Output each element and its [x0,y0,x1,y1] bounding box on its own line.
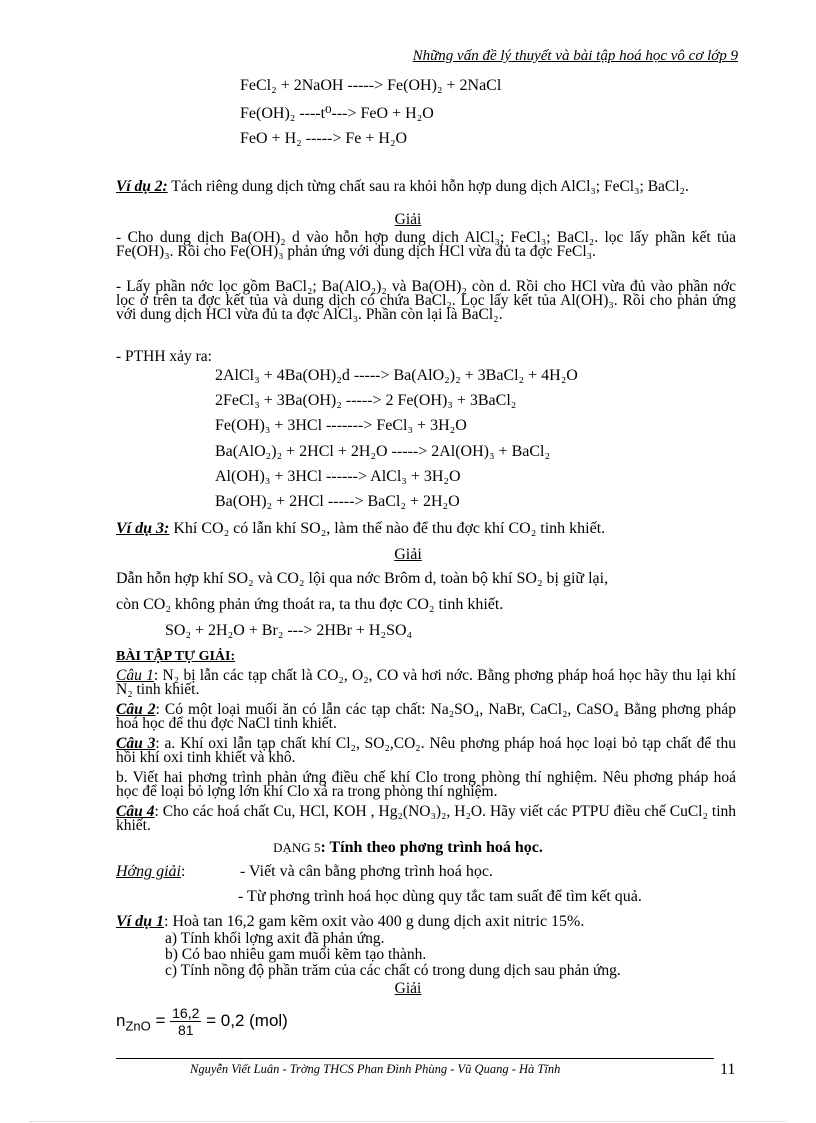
page-header: Những vấn đề lý thuyết và bài tập hoá học vô cơ lớp 9 [412,48,738,64]
example-2-prompt [116,180,736,194]
question-b: b) Có bao nhiêu gam muối kẽm tạo thành. [165,946,427,963]
exercise-3: Câu 3: a. Khí oxi lẫn tạp chất khí Cl₂, SO₂,CO₂. Nêu phơng pháp hoá học loại bỏ tạp chất để thu hồi khí oxi tinh khiết và khô. [116,735,736,766]
footer-divider [116,1058,714,1059]
exercise-1: Câu 1: N₂ bị lẫn các tạp chất là CO₂, O₂, CO và hơi nớc. Bằng phơng pháp hoá học hãy thu lại khí N₂ tinh khiết. [116,667,736,698]
example-3-prompt: Ví dụ 3: Khí CO₂ có lẫn khí SO₂, làm thế nào để thu đợc khí CO₂ tinh khiết. [116,520,606,537]
mole-calculation: $n_{ZnO}$ = $\frac{16,2}{81}$ = 0,2 (mol) [116,1005,288,1038]
question-a: a) Tính khối lợng axit đã phản ứng. [165,930,385,947]
question-c: c) Tính nồng độ phần trăm của các chất có trong dung dịch sau phản ứng. [165,962,621,979]
solution-heading: Giải [394,546,422,563]
example-text: Tách riêng dung dịch từng chất sau ra khỏi hỗn hợp dung dịch AlCl₃; FeCl₃; BaCl₂. [167,178,689,195]
equation: Al(OH)₃ + 3HCl ------> AlCl₃ + 3H₂O [215,468,461,485]
solution-line: Dẫn hỗn hợp khí SO₂ và CO₂ lội qua nớc Brôm d, toàn bộ khí SO₂ bị giữ lại, [116,570,609,587]
guide-label: Hớng giải: [116,863,186,880]
page-edge [30,1121,786,1122]
equation: SO₂ + 2H₂O + Br₂ ---> 2HBr + H₂SO₄ [165,622,413,639]
guide-step: - Từ phơng trình hoá học dùng quy tắc tam suất để tìm kết quả. [238,888,642,905]
equation: Fe(OH)₂ ----t⁰---> FeO + H₂O [240,105,434,122]
example-label: Ví dụ 2: [116,178,168,195]
equation: 2AlCl₃ + 4Ba(OH)₂d -----> Ba(AlO₂)₂ + 3BaCl₂ + 4H₂O [215,367,578,384]
page-footer: Nguyễn Viết Luân - Trờng THCS Phan Đình Phùng - Vũ Quang - Hà Tĩnh [190,1062,561,1076]
type-5-title: DẠNG 5: Tính theo phơng trình hoá học. [273,839,543,856]
equation: Ba(AlO₂)₂ + 2HCl + 2H₂O -----> 2Al(OH)₃ + BaCl₂ [215,443,551,460]
page-number: 11 [720,1061,736,1078]
exercise-3b: b. Viết hai phơng trình phản ứng điều chế khí Clo trong phòng thí nghiệm. Nêu phơng pháp hoá học để loại bỏ lợng lớn khí Clo xả ra trong phòng thí nghiệm. [116,769,736,800]
solution-paragraph: - Lấy phần nớc lọc gồm BaCl₂; Ba(AlO₂)₂ và Ba(OH)₂ còn d. Rồi cho HCl vừa đủ vào phần nớc lọc ở trên ta đợc kết tủa và dung dịch có chứa BaCl₂. Lọc lấy kết tủa Al(OH)₃. Rồi cho phản ứng với dung dịch HCl vừa đủ ta đợc AlCl₃. Phần còn lại là BaCl₂. [116,278,736,323]
equation: 2FeCl₃ + 3Ba(OH)₂ -----> 2 Fe(OH)₃ + 3BaCl₂ [215,392,517,409]
exercise-4: Câu 4: Cho các hoá chất Cu, HCl, KOH , Hg₂(NO₃)₂, H₂O. Hãy viết các PTPU điều chế CuCl₂ tinh khiết. [116,803,736,834]
equation: Fe(OH)₃ + 3HCl -------> FeCl₃ + 3H₂O [215,417,467,434]
example-1-prompt: Ví dụ 1: Hoà tan 16,2 gam kẽm oxit vào 400 g dung dịch axit nitric 15%. [116,913,585,930]
pthh-label: - PTHH xảy ra: [116,348,212,365]
solution-line: còn CO₂ không phản ứng thoát ra, ta thu đợc CO₂ tinh khiết. [116,596,504,613]
exercise-2: Câu 2: Có một loại muối ăn có lẫn các tạp chất: Na₂SO₄, NaBr, CaCl₂, CaSO₄ Bằng phơng pháp hoá học để thu đợc NaCl tinh khiết. [116,701,736,732]
equation: Ba(OH)₂ + 2HCl -----> BaCl₂ + 2H₂O [215,493,460,510]
solution-paragraph: - Cho dung dịch Ba(OH)₂ d vào hỗn hợp dung dịch AlCl₃; FeCl₃; BaCl₂. lọc lấy phần kết tủa Fe(OH)₃. Rồi cho Fe(OH)₃ phản ứng với dung dịch HCl vừa đủ ta đợc FeCl₃. [116,229,736,260]
exercises-heading: BÀI TẬP TỰ GIẢI: [116,649,236,664]
equation: FeCl₂ + 2NaOH -----> Fe(OH)₂ + 2NaCl [240,77,502,94]
solution-heading: Giải [394,211,422,228]
equation: FeO + H₂ -----> Fe + H₂O [240,130,408,147]
solution-heading: Giải [394,980,422,997]
guide-step: - Viết và cân bằng phơng trình hoá học. [240,863,493,880]
